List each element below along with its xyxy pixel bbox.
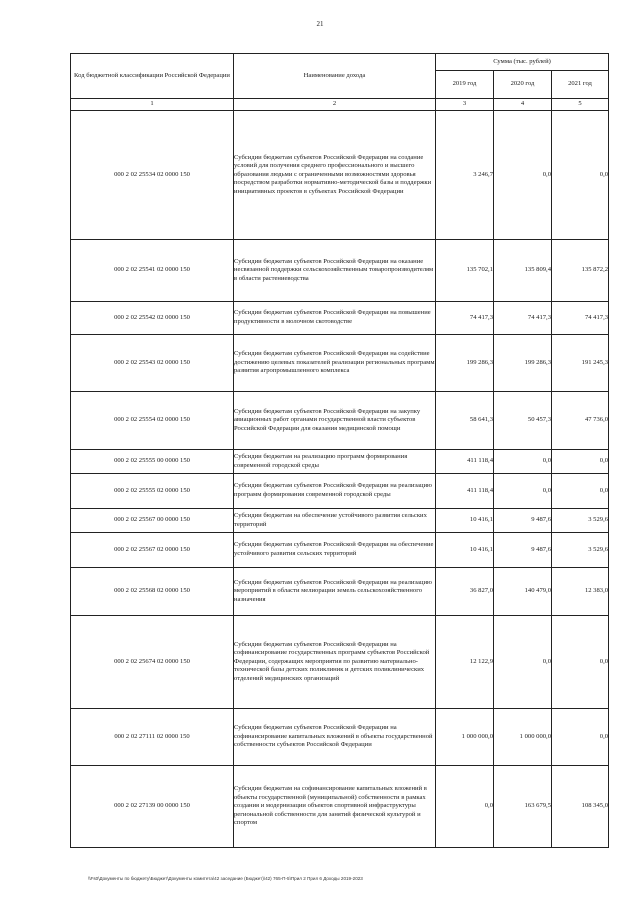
row-value-2020: 74 417,3 bbox=[494, 302, 552, 335]
row-code: 000 2 02 27139 00 0000 150 bbox=[71, 766, 234, 848]
row-value-2021: 108 345,0 bbox=[552, 766, 609, 848]
table-row bbox=[71, 111, 609, 240]
row-value-2020: 0,0 bbox=[494, 111, 552, 240]
page-number: 21 bbox=[316, 20, 324, 28]
table-row bbox=[71, 450, 609, 474]
row-name: Субсидии бюджетам субъектов Российской Федерации на закупку авиационных работ органами государственной власти субъектов Российской Федерации для оказания медицинской помощи bbox=[234, 392, 436, 450]
row-value-2019: 3 246,7 bbox=[436, 111, 494, 240]
table-row bbox=[71, 335, 609, 392]
row-value-2020: 0,0 bbox=[494, 616, 552, 709]
row-value-2019: 135 702,1 bbox=[436, 240, 494, 302]
column-number: 3 bbox=[436, 99, 494, 111]
row-value-2021: 0,0 bbox=[552, 616, 609, 709]
row-value-2019: 0,0 bbox=[436, 766, 494, 848]
row-value-2019: 12 122,9 bbox=[436, 616, 494, 709]
row-code: 000 2 02 25542 02 0000 150 bbox=[71, 302, 234, 335]
column-number: 4 bbox=[494, 99, 552, 111]
row-code: 000 2 02 25543 02 0000 150 bbox=[71, 335, 234, 392]
row-name: Субсидии бюджетам субъектов Российской Федерации на содействие достижению целевых показателей реализации региональных программ развития агропромышленного комплекса bbox=[234, 335, 436, 392]
row-value-2020: 163 679,5 bbox=[494, 766, 552, 848]
header-year-2019: 2019 год bbox=[436, 71, 494, 99]
row-name: Субсидии бюджетам субъектов Российской Федерации на создание условий для получения среднего профессионального и высшего образования людьми с ограниченными возможностями здоровья посредством разработки нормативно-методической базы и поддержки инициативных проектов в субъектах Российской Федерации bbox=[234, 111, 436, 240]
row-name: Субсидии бюджетам на софинансирование капитальных вложений в объекты государственной (муниципальной) собственности в рамках создания и модернизации объектов спортивной инфраструктуры региональной собственности для занятий физической культурой и спортом bbox=[234, 766, 436, 848]
row-value-2021: 12 383,0 bbox=[552, 568, 609, 616]
row-value-2020: 0,0 bbox=[494, 450, 552, 474]
table-row bbox=[71, 509, 609, 533]
table-body bbox=[71, 111, 609, 848]
row-value-2020: 9 487,6 bbox=[494, 509, 552, 533]
table-row bbox=[71, 568, 609, 616]
row-value-2020: 135 809,4 bbox=[494, 240, 552, 302]
row-name: Субсидии бюджетам на реализацию программ формирования современной городской среды bbox=[234, 450, 436, 474]
row-value-2020: 199 286,3 bbox=[494, 335, 552, 392]
row-value-2019: 199 286,3 bbox=[436, 335, 494, 392]
column-number: 2 bbox=[234, 99, 436, 111]
row-code: 000 2 02 25554 02 0000 150 bbox=[71, 392, 234, 450]
row-code: 000 2 02 27111 02 0000 150 bbox=[71, 709, 234, 766]
row-code: 000 2 02 25568 02 0000 150 bbox=[71, 568, 234, 616]
header-name: Наименование дохода bbox=[234, 54, 436, 99]
row-code: 000 2 02 25567 02 0000 150 bbox=[71, 533, 234, 568]
row-value-2021: 0,0 bbox=[552, 474, 609, 509]
column-number: 5 bbox=[552, 99, 609, 111]
table-row bbox=[71, 392, 609, 450]
row-code: 000 2 02 25674 02 0000 150 bbox=[71, 616, 234, 709]
row-value-2021: 0,0 bbox=[552, 111, 609, 240]
table-row bbox=[71, 302, 609, 335]
table-row bbox=[71, 766, 609, 848]
row-code: 000 2 02 25541 02 0000 150 bbox=[71, 240, 234, 302]
row-value-2019: 411 118,4 bbox=[436, 474, 494, 509]
row-name: Субсидии бюджетам субъектов Российской Федерации на реализацию мероприятий в области мелиорации земель сельскохозяйственного назначения bbox=[234, 568, 436, 616]
row-value-2021: 3 529,6 bbox=[552, 533, 609, 568]
row-value-2019: 36 827,0 bbox=[436, 568, 494, 616]
row-value-2019: 58 641,3 bbox=[436, 392, 494, 450]
row-code: 000 2 02 25555 00 0000 150 bbox=[71, 450, 234, 474]
row-name: Субсидии бюджетам субъектов Российской Федерации на повышение продуктивности в молочном скотоводстве bbox=[234, 302, 436, 335]
row-name: Субсидии бюджетам субъектов Российской Федерации на софинансирование государственных программ субъектов Российской Федерации, содержащих мероприятия по развитию материально-технической базы детских поликлиник и детских поликлинических отделений медицинских организаций bbox=[234, 616, 436, 709]
row-value-2020: 0,0 bbox=[494, 474, 552, 509]
row-value-2021: 0,0 bbox=[552, 450, 609, 474]
column-number: 1 bbox=[71, 99, 234, 111]
row-value-2019: 1 000 000,0 bbox=[436, 709, 494, 766]
header-year-2021: 2021 год bbox=[552, 71, 609, 99]
row-value-2019: 411 118,4 bbox=[436, 450, 494, 474]
table-row bbox=[71, 616, 609, 709]
table-row bbox=[71, 533, 609, 568]
row-name: Субсидии бюджетам субъектов Российской Федерации на реализацию программ формирования современной городской среды bbox=[234, 474, 436, 509]
row-value-2019: 74 417,3 bbox=[436, 302, 494, 335]
row-value-2021: 135 872,2 bbox=[552, 240, 609, 302]
row-value-2021: 74 417,3 bbox=[552, 302, 609, 335]
row-name: Субсидии бюджетам на обеспечение устойчивого развития сельских территорий bbox=[234, 509, 436, 533]
table-header bbox=[71, 54, 609, 111]
row-value-2021: 3 529,6 bbox=[552, 509, 609, 533]
row-value-2020: 9 487,6 bbox=[494, 533, 552, 568]
header-code: Код бюджетной классификации Российской Федерации bbox=[71, 54, 234, 99]
row-value-2020: 50 457,3 bbox=[494, 392, 552, 450]
row-code: 000 2 02 25534 02 0000 150 bbox=[71, 111, 234, 240]
row-value-2021: 47 736,0 bbox=[552, 392, 609, 450]
table-row bbox=[71, 240, 609, 302]
header-sum: Сумма (тыс. рублей) bbox=[436, 54, 609, 71]
row-name: Субсидии бюджетам субъектов Российской Федерации на софинансирование капитальных вложений в объекты государственной собственности субъектов Российской Федерации bbox=[234, 709, 436, 766]
row-value-2019: 10 416,1 bbox=[436, 533, 494, 568]
file-path-footer: \\Fs0\Документы по бюджету\Бюджет\Документы комитета\42 заседание (Бюджет)\42) 765-П-5\Прил 2 Прил 6 Доходы 2019-2023 bbox=[88, 876, 363, 881]
table-row bbox=[71, 709, 609, 766]
row-value-2021: 0,0 bbox=[552, 709, 609, 766]
header-year-2020: 2020 год bbox=[494, 71, 552, 99]
row-code: 000 2 02 25567 00 0000 150 bbox=[71, 509, 234, 533]
row-value-2020: 1 000 000,0 bbox=[494, 709, 552, 766]
row-code: 000 2 02 25555 02 0000 150 bbox=[71, 474, 234, 509]
row-value-2021: 191 245,3 bbox=[552, 335, 609, 392]
revenue-table bbox=[70, 53, 609, 848]
row-value-2020: 140 479,0 bbox=[494, 568, 552, 616]
row-value-2019: 10 416,1 bbox=[436, 509, 494, 533]
row-name: Субсидии бюджетам субъектов Российской Федерации на оказание несвязанной поддержки сельскохозяйственным товаропроизводителям в области растениеводства bbox=[234, 240, 436, 302]
table-row bbox=[71, 474, 609, 509]
row-name: Субсидии бюджетам субъектов Российской Федерации на обеспечение устойчивого развития сельских территорий bbox=[234, 533, 436, 568]
